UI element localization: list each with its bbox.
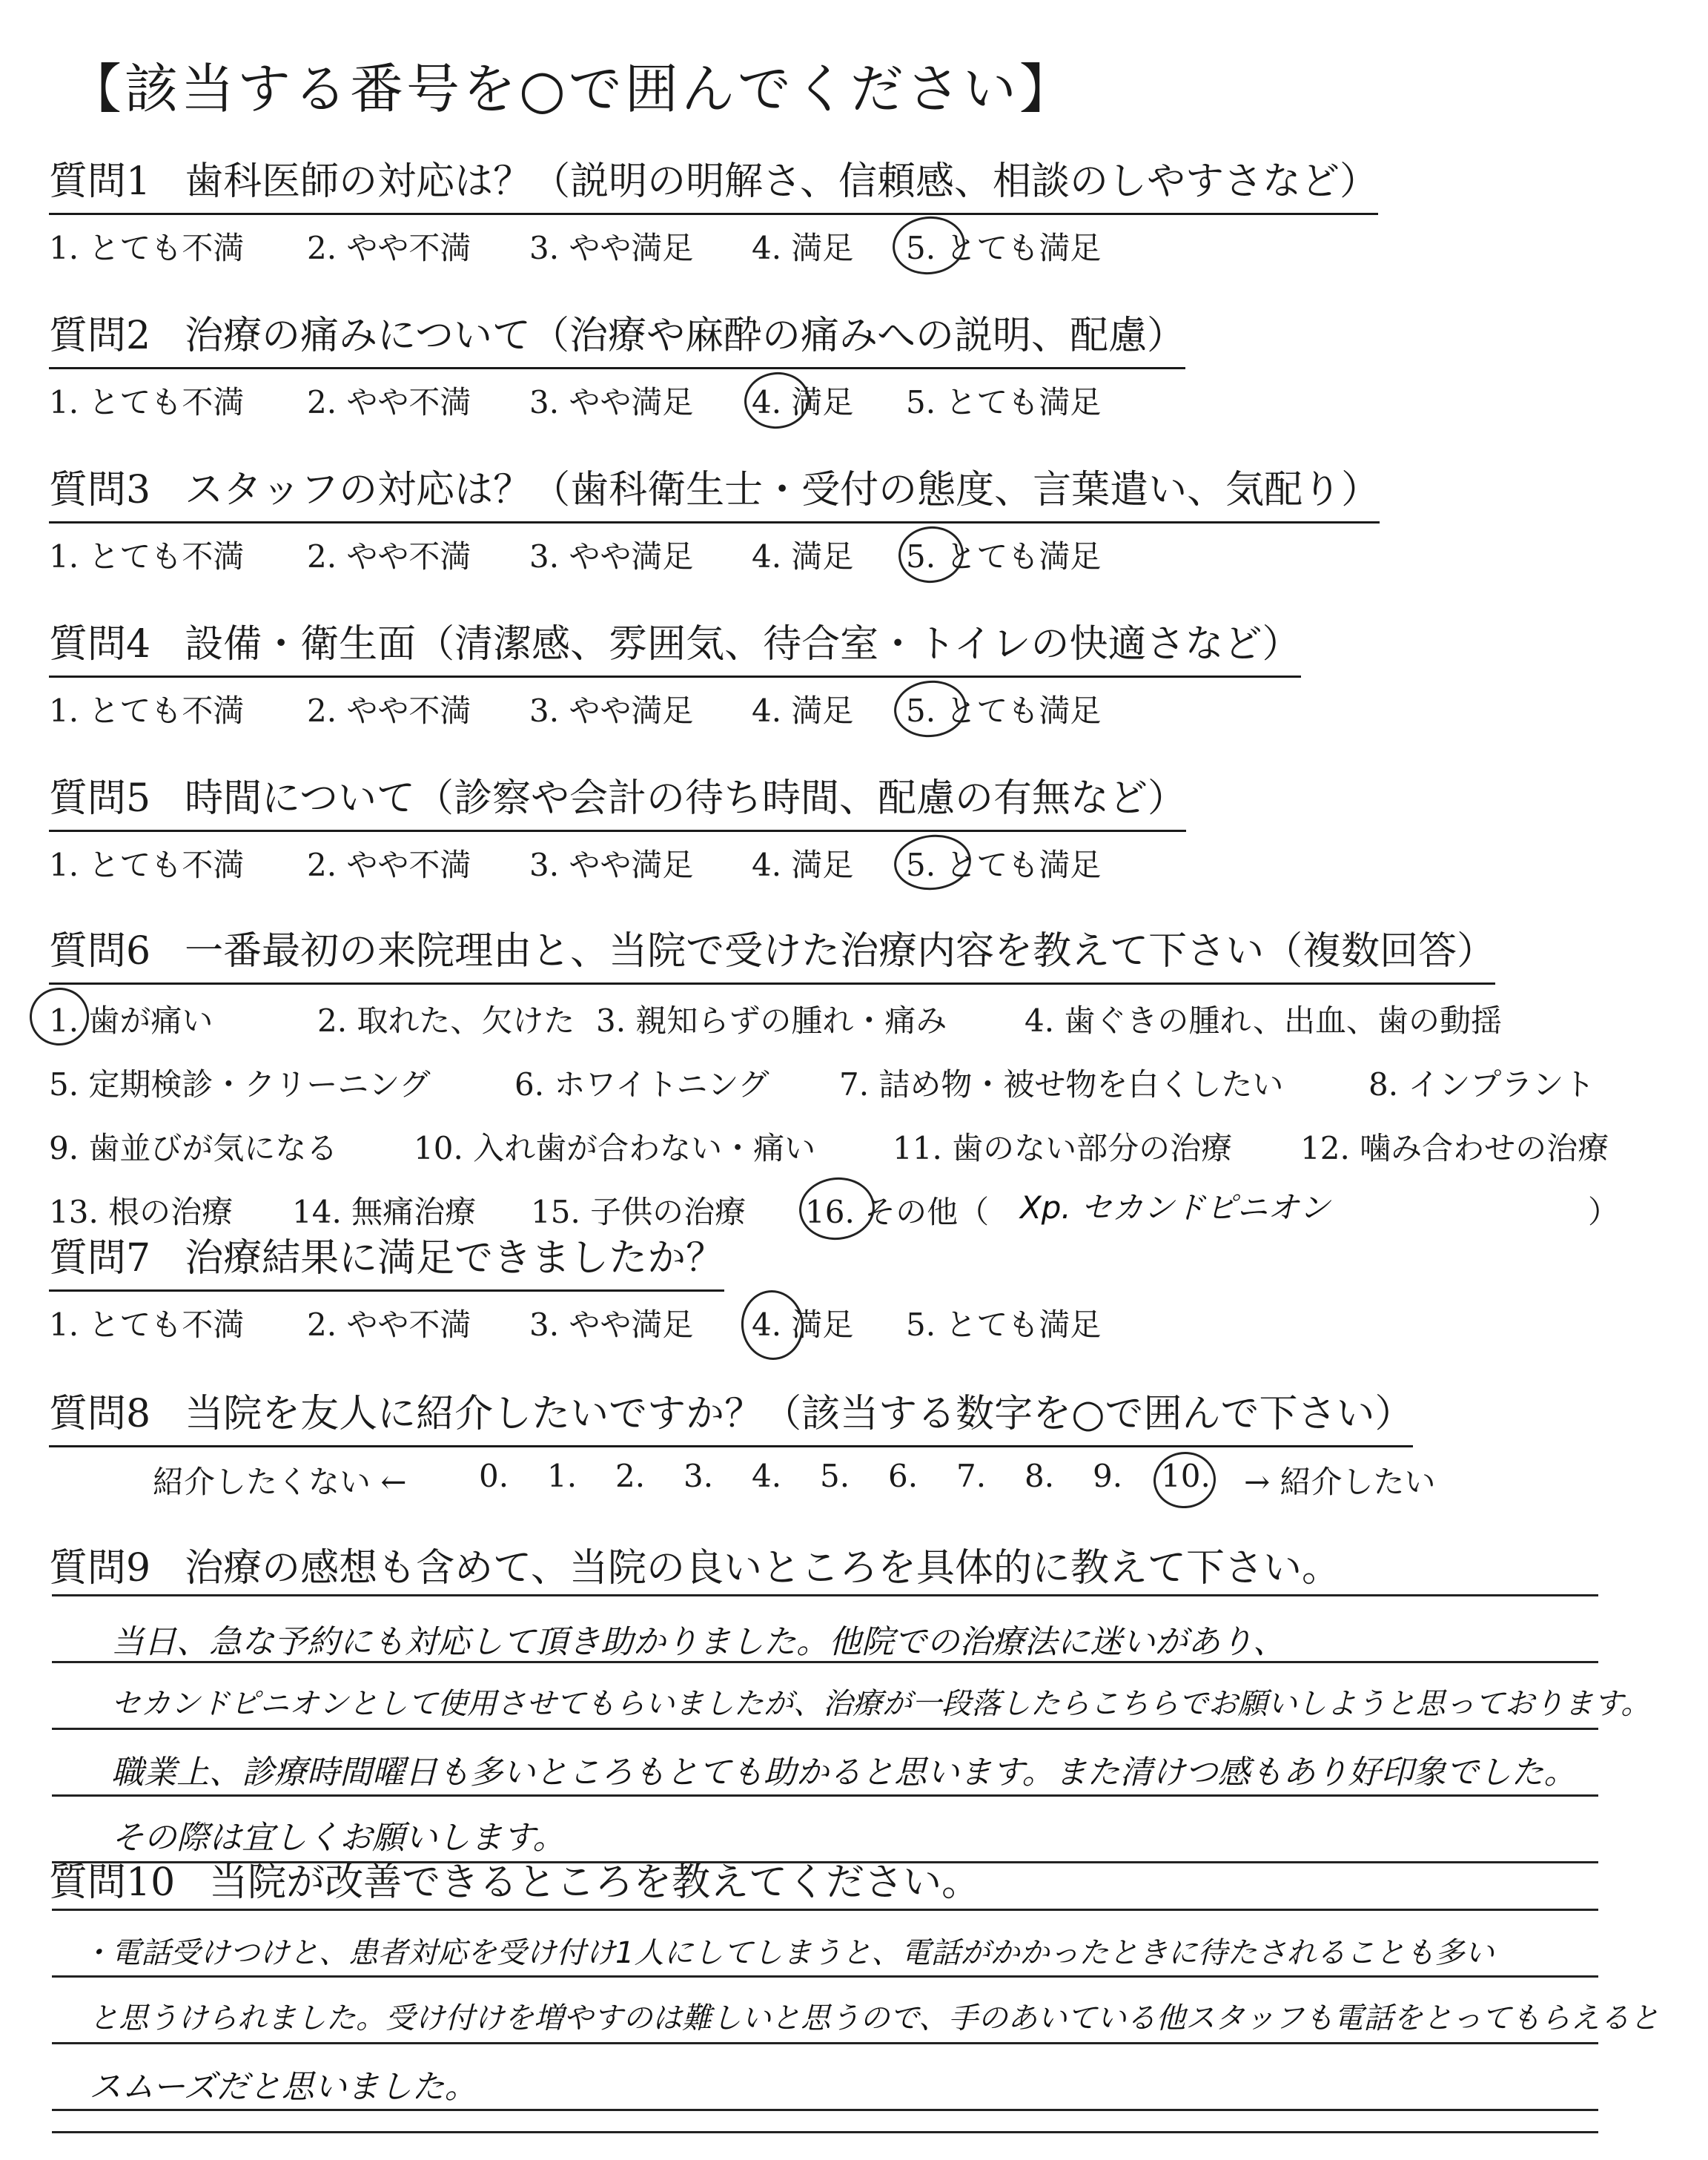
reason-option-7[interactable]: 7. 詰め物・被せ物を白くしたい [839, 1066, 1284, 1103]
option-4[interactable]: 4. 満足 [752, 384, 854, 420]
answer-line-4: その際は宜しくお願いします。 [111, 1819, 566, 1857]
answer-line-2: と思うけられました。受け付けを増やすのは難しいと思うので、手のあいている他スタッフも電話をとってもらえると [89, 2001, 1660, 2035]
answer-rule [52, 2109, 1598, 2111]
page-title: 【該当する番号を○で囲んでください】 [68, 58, 1076, 120]
question-number: 質問8 [49, 1392, 151, 1436]
option-3[interactable]: 3. やや満足 [529, 847, 694, 883]
rating-options [49, 224, 1665, 270]
scale-4[interactable]: 4. [752, 1458, 782, 1494]
reason-option-15[interactable]: 15. 子供の治療 [531, 1194, 747, 1230]
question-text: 設備・衛生面（清潔感、雰囲気、待合室・トイレの快適さなど） [185, 622, 1301, 667]
reason-option-8[interactable]: 8. インプラント [1368, 1066, 1595, 1103]
option-1[interactable]: 1. とても不満 [49, 384, 245, 420]
option-2[interactable]: 2. やや不満 [307, 693, 471, 729]
reason-option-13[interactable]: 13. 根の治療 [49, 1194, 234, 1230]
reason-option-6[interactable]: 6. ホワイトニング [514, 1066, 769, 1103]
question-5-title [49, 767, 1186, 832]
scale-10[interactable]: 10. [1161, 1458, 1211, 1494]
answer-rule [52, 1594, 1598, 1596]
reason-option-1[interactable]: 1. 歯が痛い [49, 1003, 214, 1039]
question-number: 質問2 [49, 314, 151, 358]
question-8 [49, 1382, 1665, 1510]
option-1[interactable]: 1. とても不満 [49, 538, 245, 575]
answer-rule [52, 2131, 1598, 2133]
question-text: 治療の感想も含めて、当院の良いところを具体的に教えて下さい。 [185, 1546, 1341, 1591]
reason-option-10[interactable]: 10. 入れ歯が合わない・痛い [414, 1130, 816, 1166]
option-1[interactable]: 1. とても不満 [49, 1307, 245, 1343]
question-10 [49, 1851, 1665, 1914]
rating-options [49, 841, 1665, 887]
answer-line-1: 当日、急な予約にも対応して頂き助かりました。他院での治療法に迷いがあり、 [111, 1623, 1285, 1661]
scale-left-label: 紹介したくない ← [153, 1464, 407, 1500]
option-4[interactable]: 4. 満足 [752, 693, 854, 729]
option-5[interactable]: 5. とても満足 [906, 693, 1102, 729]
answer-rule [52, 1975, 1598, 1978]
scale-3[interactable]: 3. [683, 1458, 714, 1494]
question-number: 質問6 [49, 929, 151, 974]
option-3[interactable]: 3. やや満足 [529, 230, 694, 266]
option-4[interactable]: 4. 満足 [752, 847, 854, 883]
question-9-title [49, 1536, 1340, 1599]
question-number: 質問3 [49, 468, 151, 512]
option-4[interactable]: 4. 満足 [752, 538, 854, 575]
question-5 [49, 767, 1665, 887]
option-3[interactable]: 3. やや満足 [529, 1307, 694, 1343]
option-2[interactable]: 2. やや不満 [307, 847, 471, 883]
scale-5[interactable]: 5. [820, 1458, 850, 1494]
recommend-scale [49, 1458, 1665, 1510]
other-close-paren: ） [1588, 1194, 1620, 1230]
reason-option-11[interactable]: 11. 歯のない部分の治療 [893, 1130, 1233, 1166]
option-5[interactable]: 5. とても満足 [906, 230, 1102, 266]
question-text: 治療の痛みについて（治療や麻酔の痛みへの説明、配慮） [185, 314, 1186, 358]
question-2 [49, 304, 1665, 424]
question-10-title [49, 1851, 980, 1914]
question-number: 質問10 [49, 1860, 176, 1905]
question-8-title [49, 1382, 1413, 1447]
rating-options [49, 1301, 1665, 1347]
question-text: 当院を友人に紹介したいですか？（該当する数字を○で囲んで下さい） [185, 1392, 1414, 1436]
rating-options [49, 532, 1665, 578]
question-text: 治療結果に満足できましたか？ [185, 1236, 725, 1281]
option-4[interactable]: 4. 満足 [752, 1307, 854, 1343]
reason-option-14[interactable]: 14. 無痛治療 [292, 1194, 477, 1230]
question-2-title [49, 304, 1185, 369]
option-1[interactable]: 1. とても不満 [49, 847, 245, 883]
question-text: 当院が改善できるところを教えてください。 [209, 1860, 981, 1905]
rating-options [49, 687, 1665, 733]
question-text: 一番最初の来院理由と、当院で受けた治療内容を教えて下さい（複数回答） [185, 929, 1496, 974]
answer-line-1: ・電話受けつけと、患者対応を受け付け1人にしてしまうと、電話がかかったときに待たされることも多い [82, 1936, 1494, 1970]
option-3[interactable]: 3. やや満足 [529, 538, 694, 575]
option-2[interactable]: 2. やや不満 [307, 384, 471, 420]
answer-line-3: スムーズだと思いました。 [89, 2068, 477, 2106]
option-2[interactable]: 2. やや不満 [307, 230, 471, 266]
option-5[interactable]: 5. とても満足 [906, 1307, 1102, 1343]
reason-options [49, 997, 1665, 1264]
question-4-title [49, 612, 1301, 678]
option-5[interactable]: 5. とても満足 [906, 538, 1102, 575]
question-3-title [49, 458, 1380, 524]
reason-option-16[interactable]: 16. その他（ [805, 1194, 990, 1230]
scale-8[interactable]: 8. [1025, 1458, 1055, 1494]
reason-option-9[interactable]: 9. 歯並びが気になる [49, 1130, 338, 1166]
scale-9[interactable]: 9. [1093, 1458, 1123, 1494]
question-number: 質問7 [49, 1236, 151, 1281]
option-1[interactable]: 1. とても不満 [49, 230, 245, 266]
option-3[interactable]: 3. やや満足 [529, 384, 694, 420]
reason-option-4[interactable]: 4. 歯ぐきの腫れ、出血、歯の動揺 [1025, 1003, 1502, 1039]
rating-options [49, 378, 1665, 424]
question-text: スタッフの対応は？（歯科衛生士・受付の態度、言葉遣い、気配り） [185, 468, 1380, 512]
question-4 [49, 612, 1665, 733]
question-text: 時間について（診察や会計の待ち時間、配慮の有無など） [185, 776, 1187, 821]
option-4[interactable]: 4. 満足 [752, 230, 854, 266]
question-number: 質問4 [49, 622, 151, 667]
answer-rule [52, 2042, 1598, 2044]
answer-rule [52, 1794, 1598, 1797]
question-number: 質問9 [49, 1546, 151, 1591]
option-1[interactable]: 1. とても不満 [49, 693, 245, 729]
question-text: 歯科医師の対応は？（説明の明解さ、信頼感、相談のしやすさなど） [185, 159, 1379, 204]
option-2[interactable]: 2. やや不満 [307, 1307, 471, 1343]
option-5[interactable]: 5. とても満足 [906, 847, 1102, 883]
answer-line-3: 職業上、診療時間曜日も多いところもとても助かると思います。また清けつ感もあり好印象でした。 [111, 1754, 1577, 1791]
option-2[interactable]: 2. やや不満 [307, 538, 471, 575]
reason-option-3[interactable]: 3. 親知らずの腫れ・痛み [596, 1003, 947, 1039]
scale-0[interactable]: 0. [479, 1458, 509, 1494]
answer-rule [52, 1909, 1598, 1911]
scale-right-label: → 紹介したい [1244, 1464, 1436, 1500]
reason-option-2[interactable]: 2. 取れた、欠けた [317, 1003, 575, 1039]
reason-option-12[interactable]: 12. 噛み合わせの治療 [1300, 1130, 1609, 1166]
scale-7[interactable]: 7. [956, 1458, 987, 1494]
answer-line-2: セカンドピニオンとして使用させてもらいましたが、治療が一段落したらこちらでお願いしようと思っております。 [111, 1687, 1651, 1721]
reason-option-5[interactable]: 5. 定期検診・クリーニング [49, 1066, 431, 1103]
question-7 [49, 1226, 1665, 1347]
scale-2[interactable]: 2. [615, 1458, 646, 1494]
scale-6[interactable]: 6. [888, 1458, 918, 1494]
question-3 [49, 458, 1665, 578]
scale-1[interactable]: 1. [547, 1458, 577, 1494]
option-3[interactable]: 3. やや満足 [529, 693, 694, 729]
selection-circle [738, 1287, 807, 1363]
question-7-title [49, 1226, 724, 1292]
question-9 [49, 1536, 1665, 1599]
question-6 [49, 919, 1665, 1264]
question-1 [49, 150, 1665, 270]
other-answer[interactable]: Xp. セカンドピニオン [1020, 1189, 1331, 1226]
question-number: 質問5 [49, 776, 151, 821]
question-6-title [49, 919, 1495, 985]
option-5[interactable]: 5. とても満足 [906, 384, 1102, 420]
question-number: 質問1 [49, 159, 151, 204]
question-1-title [49, 150, 1378, 215]
answer-rule [52, 1728, 1598, 1730]
